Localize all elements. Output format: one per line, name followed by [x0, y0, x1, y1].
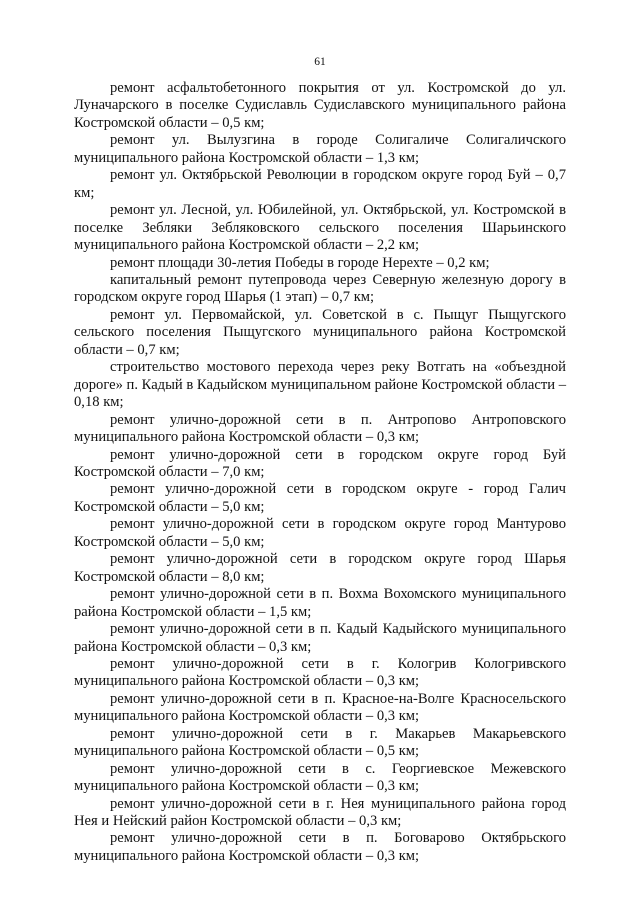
- paragraph: ремонт улично-дорожной сети в городском округе город Шарья Костромской области – 8,0 км;: [74, 551, 566, 585]
- page-number: 61: [314, 56, 326, 68]
- paragraph: ремонт улично-дорожной сети в п. Кадый Кадыйского муниципального района Костромской области – 0,3 км;: [74, 621, 566, 655]
- document-body: [74, 80, 566, 865]
- paragraph: ремонт улично-дорожной сети в п. Боговарово Октябрьского муниципального района Костромской области – 0,3 км;: [74, 830, 566, 864]
- paragraph: ремонт улично-дорожной сети в с. Георгиевское Межевского муниципального района Костромской области – 0,3 км;: [74, 760, 566, 795]
- paragraph: ремонт улично-дорожной сети в г. Макарьев Макарьевского муниципального района Костромской области – 0,5 км;: [74, 725, 566, 760]
- paragraph: ремонт улично-дорожной сети в п. Красное-на-Волге Красносельского муниципального района Костромской области – 0,3 км;: [74, 690, 566, 725]
- paragraph: ремонт улично-дорожной сети в городском округе - город Галич Костромской области – 5,0 км;: [74, 481, 566, 515]
- paragraph: ремонт улично-дорожной сети в п. Вохма Вохомского муниципального района Костромской области – 1,5 км;: [74, 586, 566, 620]
- paragraph: ремонт улично-дорожной сети в п. Антропово Антроповского муниципального района Костромской области – 0,3 км;: [74, 411, 566, 446]
- paragraph: капитальный ремонт путепровода через Северную железную дорогу в городском округе город Шарья (1 этап) – 0,7 км;: [74, 271, 566, 306]
- paragraph: ремонт ул. Вылузгина в городе Солигаличе Солигаличского муниципального района Костромской области – 1,3 км;: [74, 132, 566, 166]
- paragraph: ремонт ул. Лесной, ул. Юбилейной, ул. Октябрьской, ул. Костромской в поселке Зебляки Зебляковского сельского поселения Шарьинского муниципального района Костромской области – 2,2 км;: [74, 202, 566, 254]
- paragraph: ремонт ул. Первомайской, ул. Советской в с. Пыщуг Пыщугского сельского поселения Пыщугского муниципального района Костромской области – 0,7 км;: [74, 306, 566, 358]
- paragraph: ремонт улично-дорожной сети в г. Нея муниципального района город Нея и Нейский район Костромской области – 0,3 км;: [74, 795, 566, 830]
- paragraph: ремонт улично-дорожной сети в городском округе город Буй Костромской области – 7,0 км;: [74, 446, 566, 480]
- paragraph: ремонт улично-дорожной сети в городском округе город Мантурово Костромской области – 5,0 км;: [74, 516, 566, 550]
- paragraph: ремонт ул. Октябрьской Революции в городском округе город Буй – 0,7 км;: [74, 167, 566, 201]
- paragraph: ремонт улично-дорожной сети в г. Кологрив Кологривского муниципального района Костромской области – 0,3 км;: [74, 655, 566, 690]
- paragraph: ремонт асфальтобетонного покрытия от ул. Костромской до ул. Луначарского в поселке Судиславль Судиславского муниципального района Костромской области – 0,5 км;: [74, 80, 566, 131]
- paragraph: ремонт площади 30-летия Победы в городе Нерехте – 0,2 км;: [110, 254, 490, 271]
- paragraph: строительство мостового перехода через реку Вотгать на «объездной дороге» п. Кадый в Кадыйском муниципальном районе Костромской области – 0,18 км;: [74, 359, 566, 411]
